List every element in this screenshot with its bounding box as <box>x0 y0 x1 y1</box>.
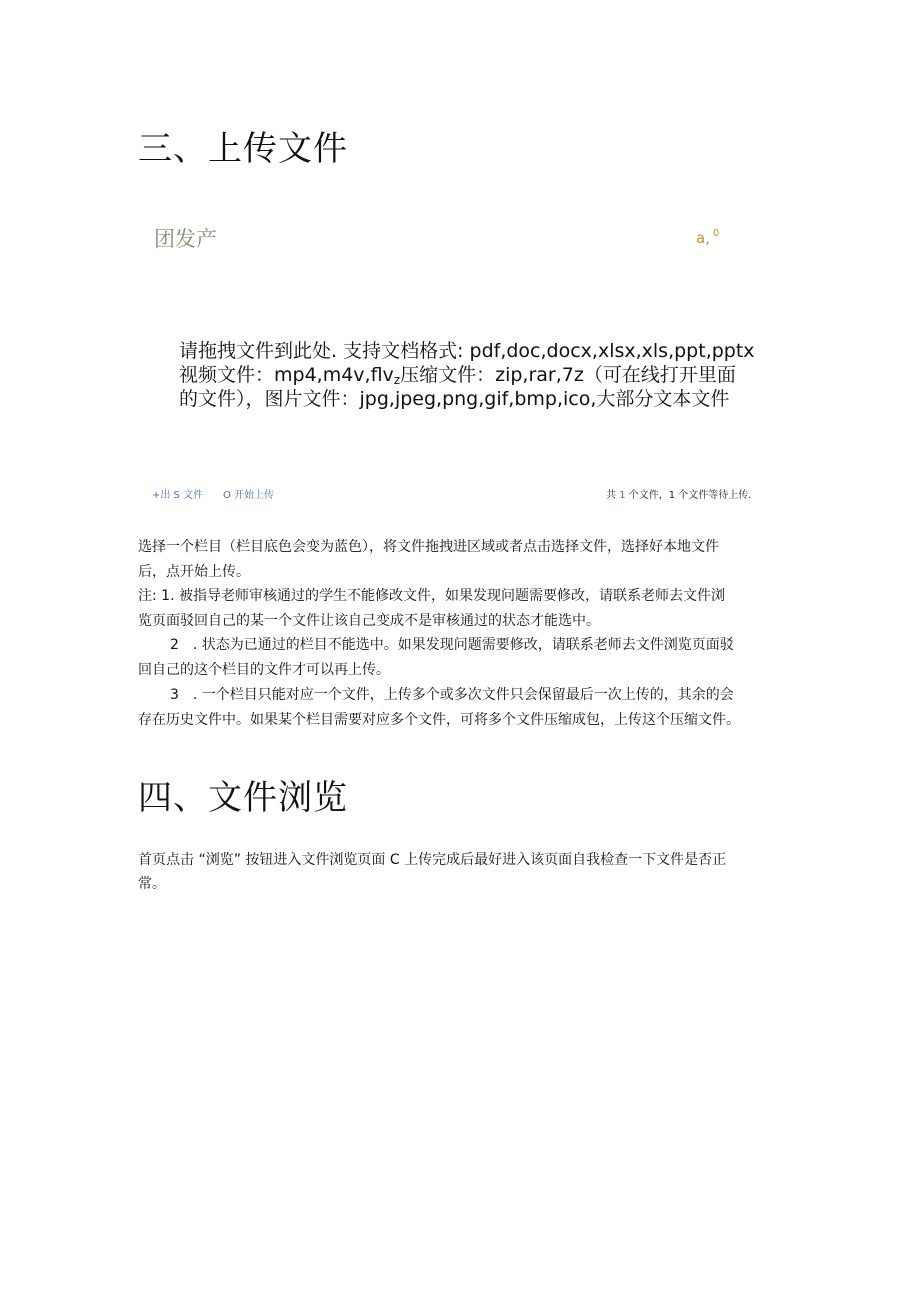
section-3-heading: 三、上传文件 <box>138 129 348 169</box>
browse-instruction-line-2: 常。 <box>138 876 166 892</box>
start-upload-button[interactable]: O 开始上传 <box>223 490 275 501</box>
note-1-line-1: 注: 1. 被指导老师审核通过的学生不能修改文件，如果发现问题需要修改，请联系老师去文件浏 <box>138 588 725 604</box>
section-4-heading: 四、文件浏览 <box>138 778 348 818</box>
note-2-line-1: 2 . 状态为已通过的栏目不能选中。如果发现问题需要修改，请联系老师去文件浏览页面驳 <box>170 637 734 653</box>
note-2-line-2: 回自己的这个栏目的文件才可以再上传。 <box>138 662 390 678</box>
video-formats-subscript: z <box>393 373 401 387</box>
upload-status <box>606 486 751 501</box>
status-count: 1 <box>619 490 626 501</box>
instruction-line-2: 后，点开始上传。 <box>138 564 250 580</box>
status-prefix: 共 <box>606 490 616 501</box>
video-formats-text: 视频文件：mp4,m4v,flv <box>179 364 394 386</box>
status-suffix: 个文件，1 个文件等待上传. <box>628 490 752 501</box>
instruction-line-1: 选择一个栏目（栏目底色会变为蓝色），将文件拖拽进区域或者点击选择文件，选择好本地文件 <box>138 539 719 555</box>
drop-zone-text-line-3: 的文件），图片文件：jpg,jpeg,png,gif,bmp,ico,大部分文本文件 <box>179 388 730 410</box>
corner-sup: 0 <box>712 228 720 239</box>
note-3-line-2: 存在历史文件中。如果某个栏目需要对应多个文件，可将多个文件压缩成包，上传这个压缩文件。 <box>138 712 740 728</box>
browse-instruction-line-1: 首页点击 “浏览” 按钮进入文件浏览页面 C 上传完成后最好进入该页面自我检查一下文件是否正 <box>138 852 727 868</box>
drop-zone-text-line-1: 请拖拽文件到此处. 支持文档格式: pdf,doc,docx,xlsx,xls,ppt,pptx <box>179 340 755 362</box>
upload-widget-title: 团发产 <box>154 227 217 251</box>
archive-formats-text: 压缩文件：zip,rar,7z（可在线打开里面 <box>400 364 736 386</box>
select-file-button[interactable]: +出 S 文件 <box>152 490 204 501</box>
note-3-line-1: 3 . 一个栏目只能对应一个文件，上传多个或多次文件只会保留最后一次上传的，其余的会 <box>170 687 734 703</box>
upload-widget-corner <box>696 228 719 247</box>
corner-text: a, <box>696 229 710 247</box>
note-1-line-2: 览页面驳回自己的某一个文件让该自己变成不是审核通过的状态才能选中。 <box>138 613 600 629</box>
